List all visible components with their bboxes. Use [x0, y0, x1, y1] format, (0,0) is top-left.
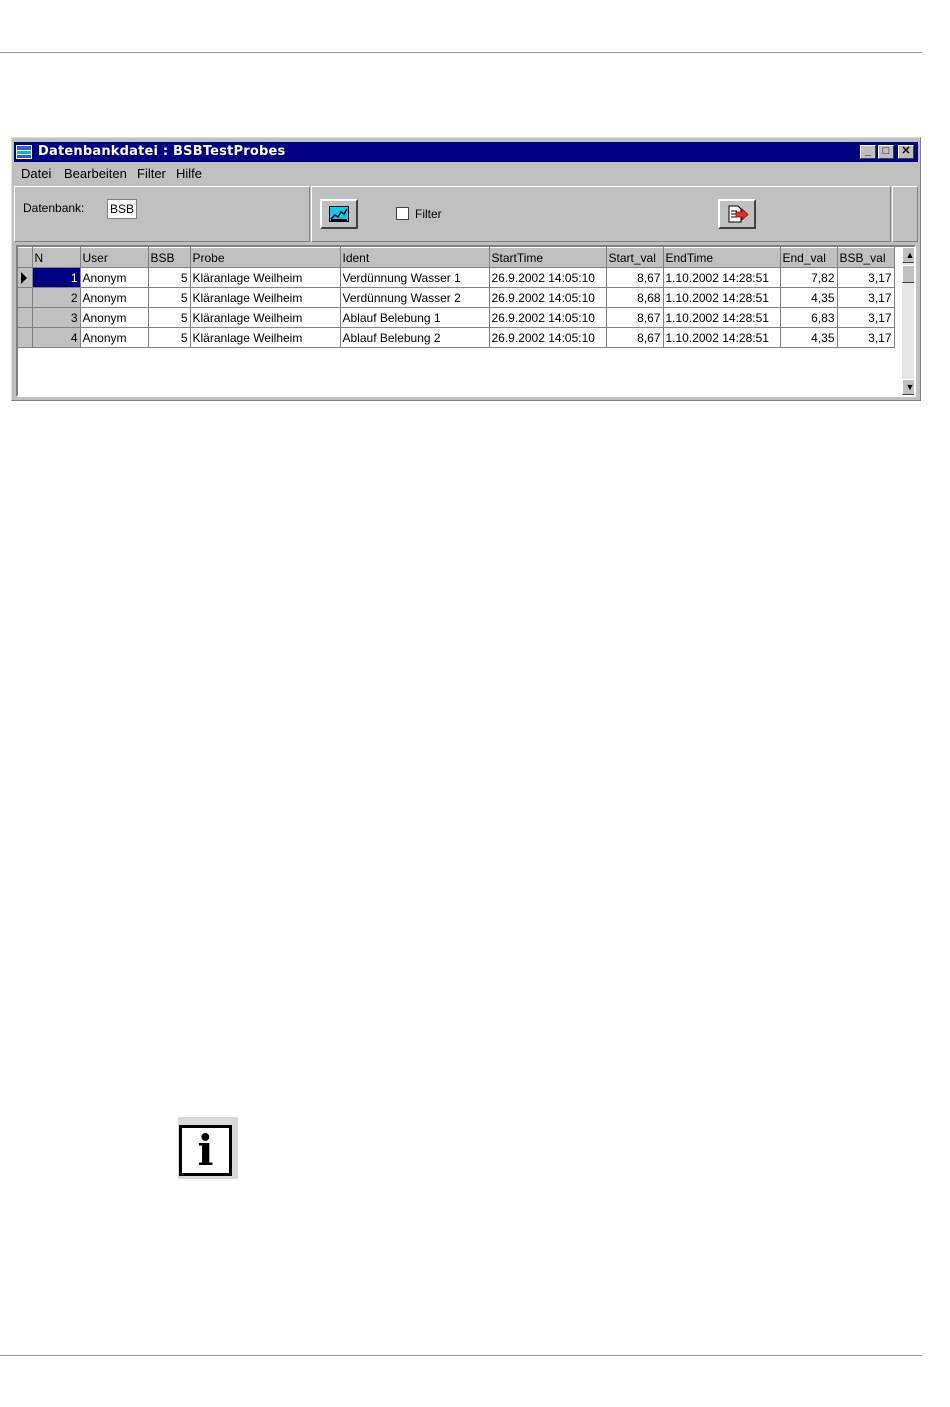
row-indicator[interactable]	[18, 328, 32, 348]
chart-button[interactable]	[320, 199, 358, 229]
column-header-n[interactable]: N	[32, 248, 80, 268]
column-header-starttime[interactable]: StartTime	[489, 248, 606, 268]
export-icon	[720, 201, 754, 227]
scroll-up-button[interactable]: ▲	[902, 247, 916, 263]
column-header-start-val[interactable]: Start_val	[606, 248, 663, 268]
cell-user[interactable]: Anonym	[80, 308, 148, 328]
actions-panel	[311, 186, 891, 242]
table-row[interactable]	[18, 288, 894, 308]
cell-bsb[interactable]: 5	[148, 328, 190, 348]
scroll-down-button[interactable]: ▼	[902, 379, 916, 395]
column-header-bsb-val[interactable]: BSB_val	[837, 248, 894, 268]
menu-filter[interactable]: Filter	[137, 166, 166, 181]
cell-probe[interactable]: Kläranlage Weilheim	[190, 308, 340, 328]
cell-start-val[interactable]: 8,68	[606, 288, 663, 308]
menu-bearbeiten[interactable]: Bearbeiten	[64, 166, 127, 181]
info-glyph: i	[179, 1125, 232, 1176]
cell-start-val[interactable]: 8,67	[606, 328, 663, 348]
database-field[interactable]: BSB	[107, 199, 137, 219]
toolbar	[14, 186, 918, 244]
cell-endtime[interactable]: 1.10.2002 14:28:51	[663, 328, 780, 348]
info-icon	[178, 1117, 238, 1179]
table-row[interactable]	[18, 268, 894, 288]
right-panel	[892, 186, 918, 242]
cell-n[interactable]: 2	[32, 288, 80, 308]
filter-checkbox[interactable]	[396, 207, 409, 220]
filter-label: Filter	[415, 207, 442, 221]
cell-ident[interactable]: Ablauf Belebung 2	[340, 328, 489, 348]
cell-bsb-val[interactable]: 3,17	[837, 268, 894, 288]
cell-starttime[interactable]: 26.9.2002 14:05:10	[489, 288, 606, 308]
header-row	[18, 248, 894, 268]
cell-n[interactable]: 4	[32, 328, 80, 348]
window-title: Datenbankdatei : BSBTestProbes	[38, 144, 286, 159]
maximize-button[interactable]: □	[878, 145, 894, 159]
cell-endtime[interactable]: 1.10.2002 14:28:51	[663, 288, 780, 308]
row-indicator[interactable]	[18, 308, 32, 328]
cell-ident[interactable]: Verdünnung Wasser 1	[340, 268, 489, 288]
cell-bsb-val[interactable]: 3,17	[837, 328, 894, 348]
cell-n[interactable]: 1	[32, 268, 80, 288]
cell-end-val[interactable]: 7,82	[780, 268, 837, 288]
cell-starttime[interactable]: 26.9.2002 14:05:10	[489, 308, 606, 328]
minimize-button[interactable]: _	[860, 145, 876, 159]
top-rule	[0, 52, 922, 53]
menu-datei[interactable]: Datei	[21, 166, 52, 181]
database-window	[11, 137, 921, 401]
column-header-user[interactable]: User	[80, 248, 148, 268]
title-bar[interactable]	[14, 142, 918, 162]
menu-hilfe[interactable]: Hilfe	[176, 166, 203, 181]
cell-bsb-val[interactable]: 3,17	[837, 308, 894, 328]
cell-ident[interactable]: Verdünnung Wasser 2	[340, 288, 489, 308]
cell-ident[interactable]: Ablauf Belebung 1	[340, 308, 489, 328]
cell-bsb[interactable]: 5	[148, 268, 190, 288]
column-header-bsb[interactable]: BSB	[148, 248, 190, 268]
database-panel	[14, 186, 310, 242]
cell-bsb[interactable]: 5	[148, 288, 190, 308]
cell-user[interactable]: Anonym	[80, 288, 148, 308]
current-row-arrow-icon	[21, 272, 27, 284]
column-header-probe[interactable]: Probe	[190, 248, 340, 268]
cell-end-val[interactable]: 4,35	[780, 288, 837, 308]
menu-bar	[14, 164, 918, 184]
cell-end-val[interactable]: 6,83	[780, 308, 837, 328]
cell-bsb-val[interactable]: 3,17	[837, 288, 894, 308]
cell-user[interactable]: Anonym	[80, 328, 148, 348]
app-icon	[16, 145, 32, 159]
column-header-endtime[interactable]: EndTime	[663, 248, 780, 268]
records-table	[18, 247, 895, 348]
cell-starttime[interactable]: 26.9.2002 14:05:10	[489, 328, 606, 348]
cell-starttime[interactable]: 26.9.2002 14:05:10	[489, 268, 606, 288]
table-row[interactable]	[18, 328, 894, 348]
cell-start-val[interactable]: 8,67	[606, 308, 663, 328]
chart-icon	[322, 201, 356, 227]
scroll-thumb[interactable]	[902, 265, 916, 283]
cell-end-val[interactable]: 4,35	[780, 328, 837, 348]
vertical-scrollbar[interactable]	[902, 247, 916, 395]
column-header-ident[interactable]: Ident	[340, 248, 489, 268]
row-indicator[interactable]	[18, 268, 32, 288]
data-grid[interactable]	[16, 245, 916, 397]
cell-n[interactable]: 3	[32, 308, 80, 328]
indicator-header	[18, 248, 32, 268]
cell-endtime[interactable]: 1.10.2002 14:28:51	[663, 268, 780, 288]
bottom-rule	[0, 1355, 922, 1356]
table-row[interactable]	[18, 308, 894, 328]
cell-endtime[interactable]: 1.10.2002 14:28:51	[663, 308, 780, 328]
column-header-end-val[interactable]: End_val	[780, 248, 837, 268]
cell-start-val[interactable]: 8,67	[606, 268, 663, 288]
database-label: Datenbank:	[23, 201, 85, 215]
cell-bsb[interactable]: 5	[148, 308, 190, 328]
cell-probe[interactable]: Kläranlage Weilheim	[190, 328, 340, 348]
close-button[interactable]: ✕	[898, 145, 914, 159]
export-button[interactable]	[718, 199, 756, 229]
cell-probe[interactable]: Kläranlage Weilheim	[190, 268, 340, 288]
cell-probe[interactable]: Kläranlage Weilheim	[190, 288, 340, 308]
row-indicator[interactable]	[18, 288, 32, 308]
cell-user[interactable]: Anonym	[80, 268, 148, 288]
